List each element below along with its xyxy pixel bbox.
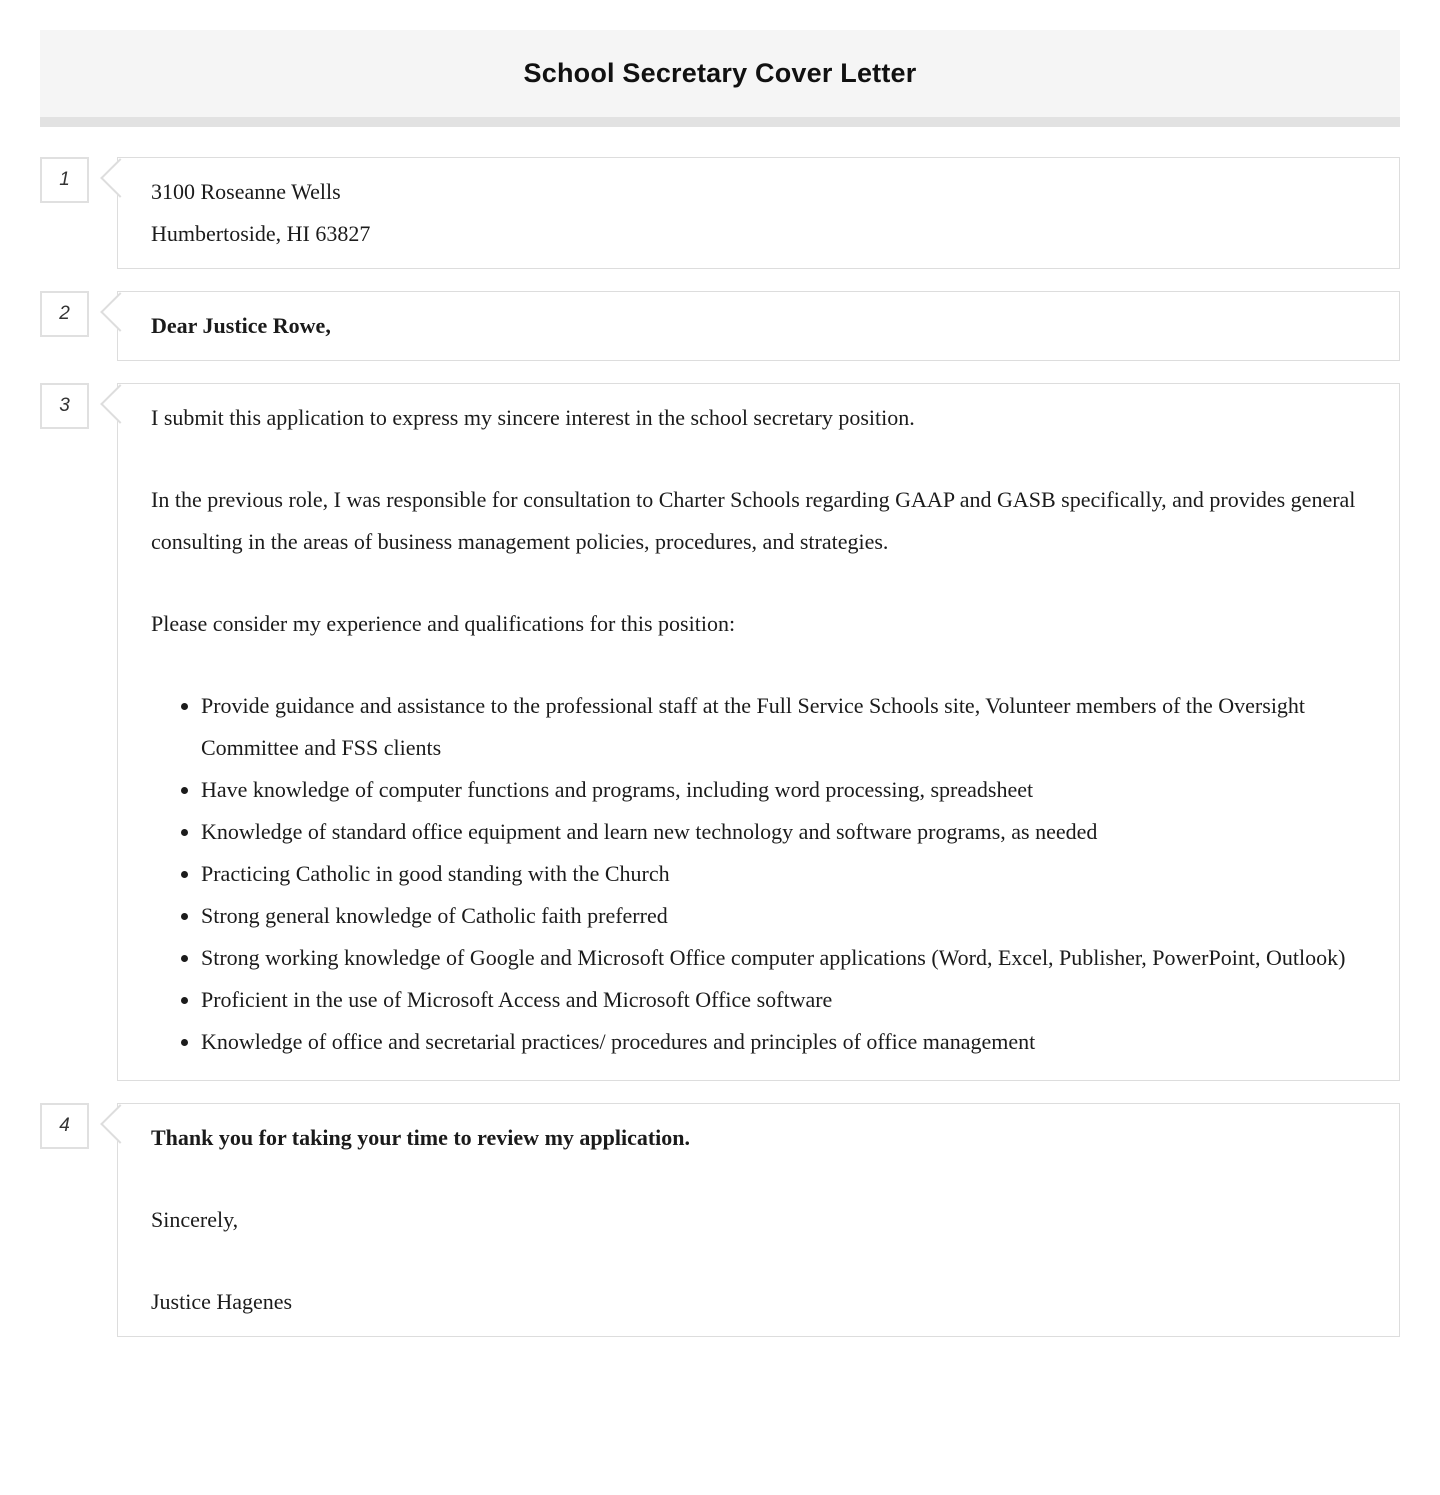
signoff-text: Sincerely, xyxy=(151,1207,239,1232)
body-paragraph: I submit this application to express my sincere interest in the school secretary position. xyxy=(151,405,915,430)
section-address xyxy=(40,157,1400,269)
section-closing xyxy=(40,1103,1400,1337)
section-number-badge: 1 xyxy=(40,157,89,203)
qualification-item: • Practicing Catholic in good standing with the Church xyxy=(201,853,1359,895)
section-content-body xyxy=(117,383,1400,1081)
page-title: School Secretary Cover Letter xyxy=(523,58,917,88)
signature-text: Justice Hagenes xyxy=(151,1289,293,1314)
section-content-salutation xyxy=(117,291,1400,361)
qualification-item: • Strong general knowledge of Catholic faith preferred xyxy=(201,895,1359,937)
qualification-item: • Provide guidance and assistance to the professional staff at the Full Service Schools site, Volunteer members of the Oversight Committee and FSS clients xyxy=(201,685,1359,769)
section-number-badge: 2 xyxy=(40,291,89,337)
body-paragraph: In the previous role, I was responsible for consultation to Charter Schools regarding GAAP and GASB specifically, and provides general consulting in the areas of business management policies, procedures, and strategies. xyxy=(151,487,1356,554)
closing-text: Thank you for taking your time to review my application. xyxy=(151,1125,691,1150)
qualification-item: • Proficient in the use of Microsoft Access and Microsoft Office software xyxy=(201,979,1359,1021)
section-content-closing xyxy=(117,1103,1400,1337)
qualification-item: • Knowledge of standard office equipment and learn new technology and software programs, as needed xyxy=(201,811,1359,853)
address-line-1: 3100 Roseanne Wells xyxy=(151,179,341,204)
body-paragraph: Please consider my experience and qualifications for this position: xyxy=(151,611,736,636)
section-content-address xyxy=(117,157,1400,269)
section-body xyxy=(40,383,1400,1081)
document-header xyxy=(40,30,1400,127)
salutation-text: Dear Justice Rowe, xyxy=(151,313,331,338)
section-number-badge: 3 xyxy=(40,383,89,429)
qualifications-list xyxy=(151,685,1359,1063)
section-number-badge: 4 xyxy=(40,1103,89,1149)
address-line-2: Humbertoside, HI 63827 xyxy=(151,221,371,246)
qualification-item: • Knowledge of office and secretarial practices/ procedures and principles of office management xyxy=(201,1021,1359,1063)
qualification-item: • Strong working knowledge of Google and Microsoft Office computer applications (Word, Excel, Publisher, PowerPoint, Outlook) xyxy=(201,937,1359,979)
section-salutation xyxy=(40,291,1400,361)
qualification-item: • Have knowledge of computer functions and programs, including word processing, spreadsheet xyxy=(201,769,1359,811)
